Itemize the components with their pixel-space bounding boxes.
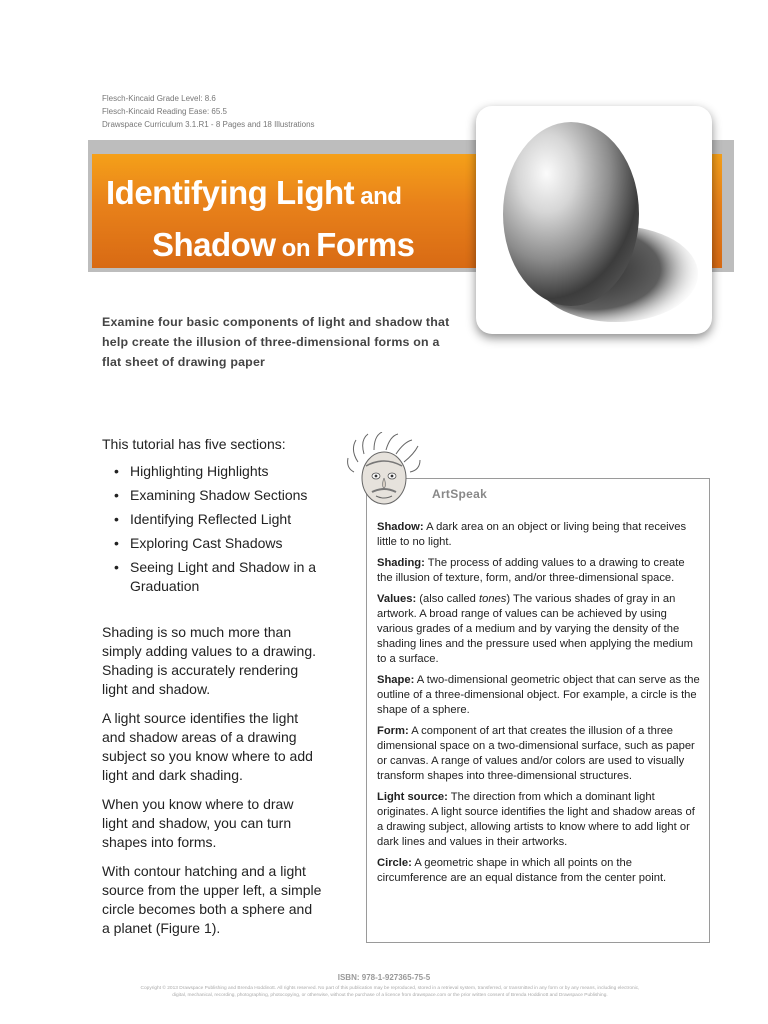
definition [377,790,703,850]
list-item: • Highlighting Highlights [112,462,350,481]
term: Values: [377,593,417,605]
definition [377,520,703,550]
isbn: ISBN: 978-1-927365-75-5 [337,973,431,982]
title-word: Identifying Light [106,174,355,211]
definition-text: A geometric shape in which all points on the circumference are an equal distance from the center point. [377,857,667,884]
curriculum-info: Drawspace Curriculum 3.1.R1 - 8 Pages and 18 Illustrations [102,120,315,129]
body-text [102,623,322,948]
definition [377,724,703,784]
artspeak-definitions [377,520,703,892]
paragraph: Shading is so much more than simply adding values to a drawing. Shading is accurately rendering light and shadow. [102,624,317,697]
egg-form [503,122,639,306]
definition-text: ) The various shades of gray in an artwork. A broad range of values can be achieved by using various grades of a medium and by varying the density of the shading lines and the pressure used when applying the medium to a surface. [377,593,693,665]
definition [377,856,703,886]
title-line-2 [152,226,415,264]
definition-text: A two-dimensional geometric object that can serve as the outline of a three-dimensional object. For example, a circle is the shape of a sphere. [377,674,700,716]
list-item: • Examining Shadow Sections [112,486,350,505]
definition [377,673,703,718]
list-item: • Seeing Light and Shadow in a Graduation [112,558,350,596]
copyright-notice: Copyright © 2013 Drawspace Publishing and Brenda Hoddinott. All rights reserved. No part of this publication may be reproduced, stored in a retrieval system, transferred, or transmitted in any form or by any means, including electronic, digital, mechanical, recording, photographing, photocopying, or otherwise, without the purchase of a licence from drawspace.com or the prior written consent of Brenda Hoddinott and Drawspace Publishing. [140,986,640,998]
definition-text: (also called [416,593,479,605]
paragraph: With contour hatching and a light source from the upper left, a simple circle becomes both a sphere and a planet (Figure 1). [102,863,322,936]
definition-text: A component of art that creates the illusion of a three dimensional space on a two-dimensional surface, such as paper or canvas. A range of values and/or colors are used to visually transform shapes into three-dimensional structures. [377,725,695,782]
subtitle: Examine four basic components of light and shadow that help create the illusion of three-dimensional forms on a flat sheet of drawing paper [102,315,450,369]
definition [377,592,703,667]
title-connector: on [275,235,317,262]
term: Circle: [377,857,412,869]
definition-text: The direction from which a dominant light originates. A light source identifies the light and shadow areas of a drawing subject, allowing artists to know where to add light or dark lines and values in their artworks. [377,791,695,848]
grade-level: Flesch-Kincaid Grade Level: 8.6 [102,94,216,103]
paragraph: When you know where to draw light and shadow, you can turn shapes into forms. [102,796,294,850]
term: Shape: [377,674,415,686]
einstein-caricature [344,432,424,514]
egg-drawing [476,106,712,334]
document-meta [102,92,315,131]
list-item: • Identifying Reflected Light [112,510,350,529]
term: Shading: [377,557,425,569]
definition [377,556,703,586]
section-list [112,462,350,601]
shaded-egg-illustration [476,106,712,334]
definition-text: A dark area on an object or living being that receives little to no light. [377,521,687,548]
title-word: Forms [316,226,415,263]
artspeak-heading: ArtSpeak [432,487,488,501]
term: Shadow: [377,521,424,533]
title-connector: and [354,183,402,210]
definition-emphasis: tones [479,593,507,605]
mascot-portrait [344,432,424,514]
title-word: Shadow [152,226,276,263]
paragraph: A light source identifies the light and shadow areas of a drawing subject so you know where to add light and dark shading. [102,710,313,783]
term: Form: [377,725,409,737]
term: Light source: [377,791,448,803]
reading-ease: Flesch-Kincaid Reading Ease: 65.5 [102,107,227,116]
intro-text: This tutorial has five sections: [102,436,286,452]
title-line-1 [106,174,401,212]
definition-text: The process of adding values to a drawing to create the illusion of texture, form, and/or three-dimensional space. [377,557,685,584]
list-item: • Exploring Cast Shadows [112,534,350,553]
